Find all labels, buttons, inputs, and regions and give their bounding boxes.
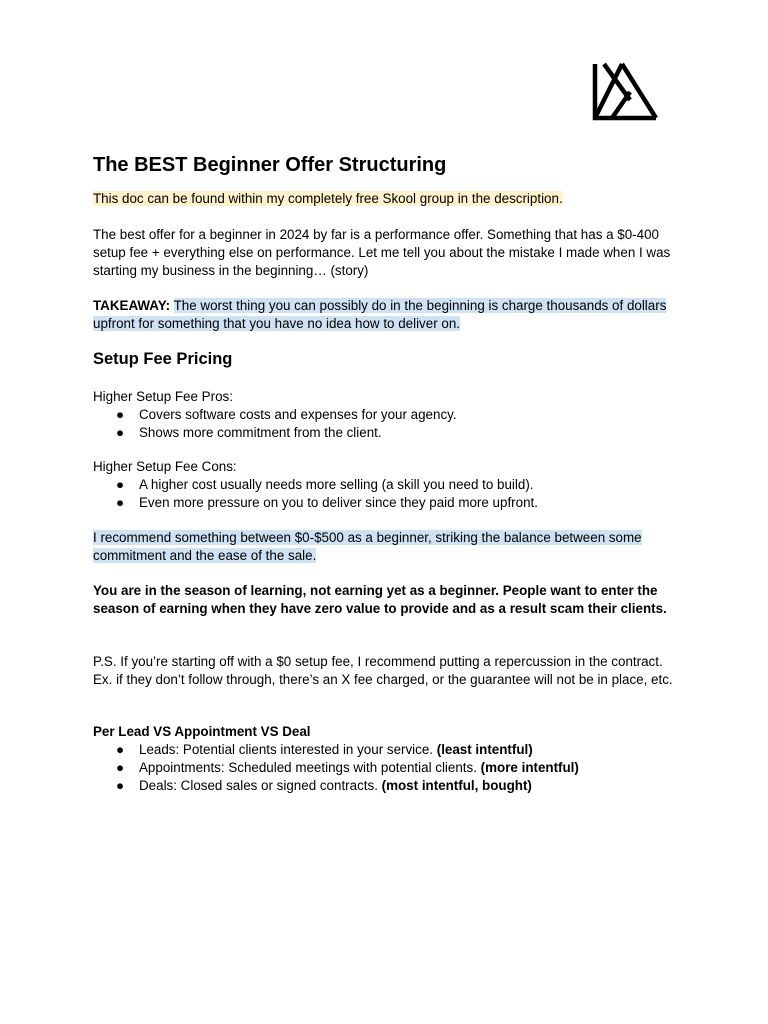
intro-note-highlight: This doc can be found within my completely free Skool group in the description. [93,191,563,206]
ps-paragraph: P.S. If you’re starting off with a $0 setup fee, I recommend putting a repercussion in the contract. Ex. if they don’t follow through, there’s an X fee charged, or the guarantee will not be in place, etc. [93,654,673,687]
cons-section [93,458,681,512]
pros-heading: Higher Setup Fee Pros: [93,389,233,404]
list-item [93,476,681,494]
bullet-icon: ● [116,778,125,793]
list-item [93,406,681,424]
list-item-text: Deals: Closed sales or signed contracts. [139,778,382,793]
intent-label: (most intentful, bought) [381,778,532,793]
bullet-icon: ● [116,407,125,422]
list-item [93,424,681,442]
bullet-icon: ● [116,495,125,510]
intent-label: (least intentful) [436,742,533,757]
takeaway-paragraph [93,297,681,333]
cons-list [93,476,681,512]
intent-label: (more intentful) [480,760,579,775]
list-item [93,494,681,512]
lead-section-heading: Per Lead VS Appointment VS Deal [93,724,311,739]
list-item-text: Shows more commitment from the client. [139,425,382,440]
bullet-icon: ● [116,742,125,757]
list-item-text: Even more pressure on you to deliver since they paid more upfront. [139,495,538,510]
bullet-icon: ● [116,425,125,440]
season-paragraph: You are in the season of learning, not earning yet as a beginner. People want to enter the season of earning when they have zero value to provide and as a result scam their clients. [93,583,667,616]
setup-fee-heading: Setup Fee Pricing [93,350,233,368]
recommendation-text: I recommend something between $0-$500 as a beginner, striking the balance between some commitment and the ease of the sale. [93,530,642,563]
bullet-icon: ● [116,477,125,492]
recommendation-paragraph [93,529,681,565]
offer-paragraph: The best offer for a beginner in 2024 by far is a performance offer. Something that has a $0-400 setup fee + everything else on performance. Let me tell you about the mistake I made when I was starting my business in the beginning… (story) [93,227,671,278]
pros-list [93,406,681,442]
list-item-text: Covers software costs and expenses for your agency. [139,407,457,422]
list-item-text: Leads: Potential clients interested in your service. [139,742,437,757]
list-item-text: Appointments: Scheduled meetings with potential clients. [139,760,481,775]
brand-logo-icon [590,60,660,122]
takeaway-label: TAKEAWAY: [93,298,171,313]
list-item [93,777,681,795]
takeaway-text: The worst thing you can possibly do in the beginning is charge thousands of dollars upfront for something that you have no idea how to deliver on. [93,298,667,331]
list-item [93,741,681,759]
lead-section [93,723,681,795]
pros-section [93,388,681,442]
intro-note [93,190,681,208]
lead-list [93,741,681,795]
list-item-text: A higher cost usually needs more selling (a skill you need to build). [139,477,534,492]
cons-heading: Higher Setup Fee Cons: [93,459,237,474]
bullet-icon: ● [116,760,125,775]
document-title: The BEST Beginner Offer Structuring [93,154,447,176]
list-item [93,759,681,777]
